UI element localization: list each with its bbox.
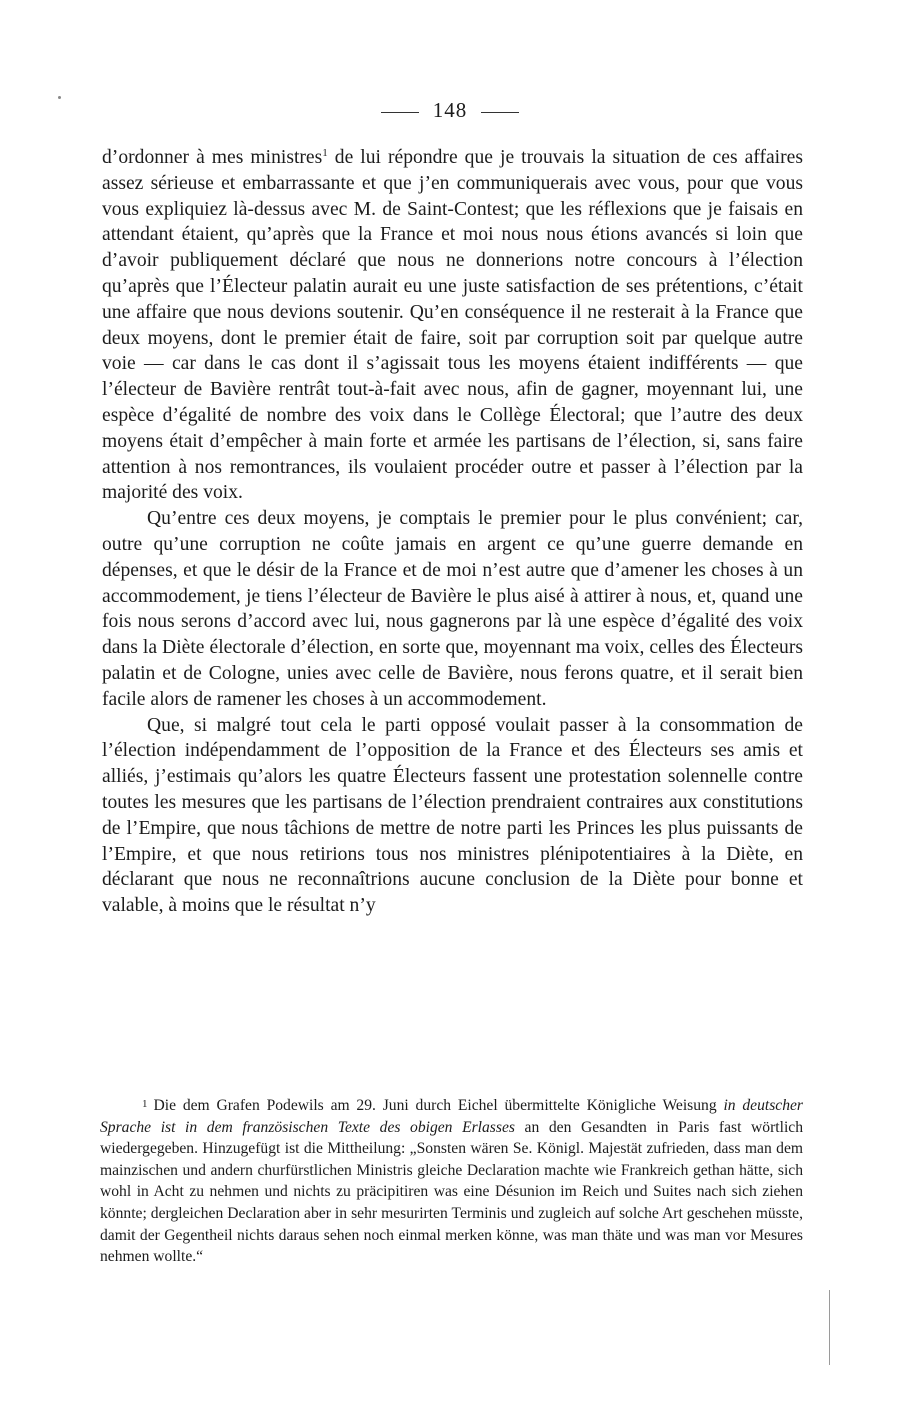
main-text [102, 145, 803, 919]
paragraph-text: Qu’entre ces deux moyens, je comptais le premier pour le plus convénient; car, outre qu’une corruption ne coûte jamais en argent ce qu’une guerre demande en dépenses, et que le désir de la France et de moi n’est autre que d’amener les choses à un accommodement, je tiens l’électeur de Bavière le plus aisé à attirer à nous, et, quand une fois nous serons d’accord avec lui, nous gagnerons par là une espèce d’égalité des voix dans la Diète électorale d’élection, en sorte que, moyennant ma voix, celles des Électeurs palatin et de Cologne, unies avec celle de Bavière, nous ferons quatre, et il serait bien facile alors de ramener les choses à un accommodement. [102, 508, 803, 710]
paragraph [102, 145, 803, 506]
paragraph-text: Que, si malgré tout cela le parti opposé voulait passer à la consommation de l’élection indépendamment de l’opposition de la France et des Électeurs ses amis et alliés, j’estimais qu’alors les quatre Électeurs fassent une protestation solennelle contre toutes les mesures que les partisans de l’élection prendraient contraires aux constitutions de l’Empire, que nous tâchions de mettre de notre parti les Princes les plus puissants de l’Empire, et que nous retirions tous nos ministres plénipotentiaires à la Diète, en déclarant que nous ne reconnaîtrions aucune conclusion de la Diète pour bonne et valable, à moins que le résultat n’y [102, 714, 803, 917]
footnote-reference: 1 [322, 147, 328, 159]
footnote [100, 1094, 803, 1268]
footnote-mark: 1 [142, 1098, 148, 1110]
paragraph [102, 713, 803, 919]
page-header [0, 98, 900, 123]
paragraph [102, 506, 803, 712]
footnote-text [100, 1097, 803, 1265]
footnote-italic-text: in deutscher Sprache ist in dem französischen Texte des obigen Erlasses [100, 1097, 803, 1136]
footnote-text-segment: an den Gesandten in Paris fast wörtlich wiedergegeben. Hinzugefügt ist die Mittheilung: „Sonsten wären Se. Königl. Majestät zufrieden, dass man dem mainzischen und andern churfürstlichen Ministris gleiche Declaration machte wie Frankreich gethan hätte, sich wohl in Acht zu nehmen und nichts zu präcipitiren was eine Désunion im Reich und Suites nach sich ziehen könnte; dergleichen Declaration aber in sehr mesurirten Terminis und zugleich auf solche Art geschehen müsste, damit der Gegentheil nichts daraus sehen noch einmal merken könne, was man thäte und was man vor Mesures nehmen wollte.“ [100, 1118, 803, 1266]
header-rule-left [381, 112, 419, 113]
footnote-text-segment: Die dem Grafen Podewils am 29. Juni durch Eichel übermittelte Königliche Weisung [153, 1097, 724, 1114]
page-number: 148 [432, 98, 468, 122]
header-rule-right [481, 112, 519, 113]
paragraph-text: de lui répondre que je trouvais la situation de ces affaires assez sérieuse et embarrassante et que j’en communiquerais avec vous, pour que vous vous expliquiez là-dessus avec M. de Saint-Contest; que les réflexions que je faisais en attendant étaient, qu’après que la France et moi nous nous étions avancés si loin que d’avoir publiquement déclaré que nous ne donnerions notre concours à l’élection qu’après que l’Électeur palatin aurait eu une juste satisfaction de ses prétentions, c’était une affaire que nous devions soutenir. Qu’en conséquence il ne resterait à la France que deux moyens, dont le premier était de faire, soit par corruption soit par quelque autre voie — car dans le cas dont il s’agissait tous les moyens étaient indifférents — que l’électeur de Bavière rentrât tout-à-fait avec nous, afin de gagner, moyennant lui, une espèce d’égalité de nombre des voix dans le Collège Électoral; que l’autre des deux moyens était d’empêcher à main forte et armée les partisans de l’élection, si, sans faire attention à nos remontrances, ils voulaient procéder outre et passer à l’élection par la majorité des voix. [102, 147, 803, 504]
scan-speck [58, 96, 61, 99]
margin-scan-line [829, 1290, 830, 1365]
paragraph-text: d’ordonner à mes ministres [102, 147, 323, 168]
